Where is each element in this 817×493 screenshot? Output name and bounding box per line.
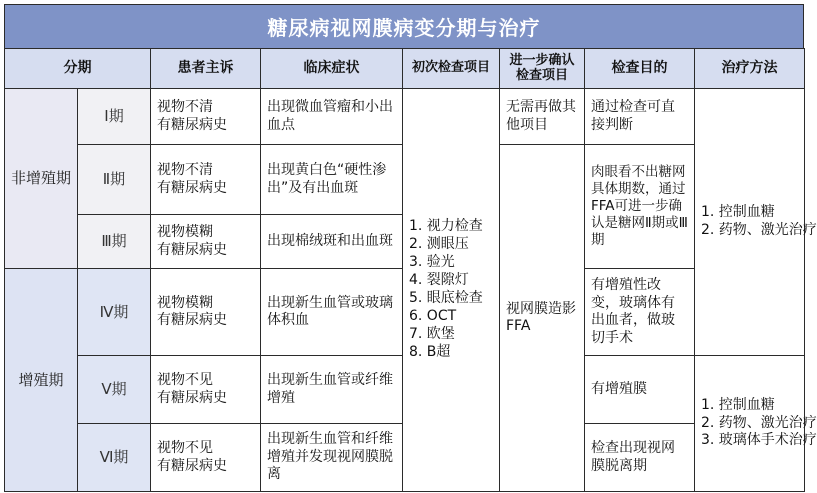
list-item: 3. 验光 (409, 254, 455, 271)
group-proliferative: 增殖期 (5, 269, 78, 492)
initial-exam-list (403, 89, 500, 492)
symptom-cell: 出现新生血管或玻璃体积血 (261, 269, 403, 356)
complaint-cell: 视物模糊 有糖尿病史 (151, 215, 261, 269)
list-item: 3. 玻璃体手术治疗 (701, 432, 817, 449)
staging-table (4, 48, 817, 492)
stage-label: Ⅲ期 (78, 215, 151, 269)
stage-label: Ⅱ期 (78, 145, 151, 215)
complaint-cell: 视物不见 有糖尿病史 (151, 356, 261, 424)
header-symptom: 临床症状 (261, 49, 403, 89)
purpose-cell: 有增殖性改变，玻璃体有出血者，做玻切手术 (585, 269, 695, 356)
symptom-cell: 出现黄白色“硬性渗出”及有出血斑 (261, 145, 403, 215)
header-treatment: 治疗方法 (695, 49, 805, 89)
list-item: 1. 控制血糖 (701, 396, 775, 413)
symptom-cell: 出现新生血管和纤维增殖并发现视网膜脱离 (261, 424, 403, 492)
title-bar (4, 4, 804, 48)
header-initial-exam: 初次检查项目 (403, 49, 500, 89)
stage-label: Ⅵ期 (78, 424, 151, 492)
further-exam-cell: 视网膜造影FFA (500, 145, 585, 492)
list-item: 1. 控制血糖 (701, 204, 775, 221)
complaint-cell: 视物模糊 有糖尿病史 (151, 269, 261, 356)
list-item: 4. 裂隙灯 (409, 272, 469, 289)
list-item: 6. OCT (409, 307, 457, 324)
list-item: 7. 欧堡 (409, 325, 455, 342)
group-non-proliferative: 非增殖期 (5, 89, 78, 269)
purpose-cell: 有增殖膜 (585, 356, 695, 424)
page-title: 糖尿病视网膜病变分期与治疗 (267, 16, 541, 40)
header-stage: 分期 (5, 49, 151, 89)
stage-label: Ⅳ期 (78, 269, 151, 356)
list-item: 2. 测眼压 (409, 236, 469, 253)
treatment-cell (695, 89, 817, 356)
symptom-cell: 出现微血管瘤和小出血点 (261, 89, 403, 145)
complaint-cell: 视物不见 有糖尿病史 (151, 424, 261, 492)
further-exam-cell: 无需再做其他项目 (500, 89, 585, 145)
header-purpose: 检查目的 (585, 49, 695, 89)
table-row (5, 89, 805, 145)
stage-label: Ⅴ期 (78, 356, 151, 424)
purpose-cell: 肉眼看不出糖网具体期数，通过FFA可进一步确认是糖网Ⅱ期或Ⅲ期 (585, 145, 695, 269)
symptom-cell: 出现棉绒斑和出血斑 (261, 215, 403, 269)
list-item: 2. 药物、激光治疗 (701, 414, 817, 431)
stage-label: Ⅰ期 (78, 89, 151, 145)
list-item: 1. 视力检查 (409, 218, 483, 235)
complaint-cell: 视物不清 有糖尿病史 (151, 145, 261, 215)
complaint-cell: 视物不清 有糖尿病史 (151, 89, 261, 145)
list-item: 8. B超 (409, 343, 451, 360)
list-item: 5. 眼底检查 (409, 290, 483, 306)
purpose-cell: 检查出现视网膜脱离期 (585, 424, 695, 492)
purpose-cell: 通过检查可直接判断 (585, 89, 695, 145)
symptom-cell: 出现新生血管或纤维增殖 (261, 356, 403, 424)
header-row (5, 49, 805, 89)
header-complaint: 患者主诉 (151, 49, 261, 89)
header-further-exam: 进一步确认检查项目 (500, 49, 585, 89)
list-item: 2. 药物、激光治疗 (701, 222, 817, 238)
treatment-cell (695, 356, 817, 492)
